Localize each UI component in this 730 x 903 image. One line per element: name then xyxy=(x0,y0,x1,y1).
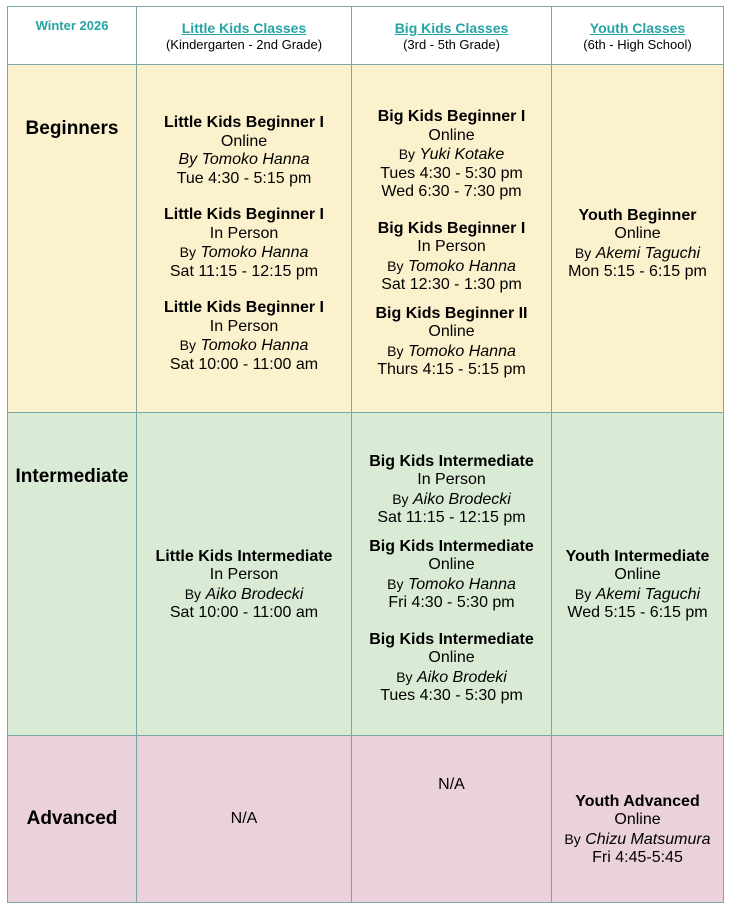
class-entry xyxy=(352,305,551,380)
intermediate-youth-cell xyxy=(552,413,724,736)
class-mode: In Person xyxy=(209,317,279,335)
by-label: By xyxy=(396,668,413,685)
class-time: Thurs 4:15 - 5:15 pm xyxy=(377,361,526,379)
class-time: Wed 5:15 - 6:15 pm xyxy=(567,604,708,621)
beginners-big-kids-cell xyxy=(352,65,552,413)
class-mode: In Person xyxy=(209,566,279,583)
teacher-name: Aiko Brodecki xyxy=(412,490,511,508)
by-label: By xyxy=(392,490,409,507)
class-time: Tues 4:30 - 5:30 pm xyxy=(380,687,523,704)
level-label-intermediate: Intermediate xyxy=(8,413,137,736)
teacher-name: Aiko Brodecki xyxy=(205,585,304,603)
class-mode: Online xyxy=(614,811,661,828)
class-mode: Online xyxy=(428,126,475,144)
class-time: Fri 4:45-5:45 xyxy=(592,849,683,866)
youth-link[interactable]: Youth Classes xyxy=(589,19,686,36)
season-label: Winter 2026 xyxy=(35,18,109,33)
class-entry xyxy=(352,631,551,706)
teacher-name: Tomoko Hanna xyxy=(407,575,516,593)
class-time: Sat 11:15 - 12:15 pm xyxy=(169,262,319,280)
class-mode: In Person xyxy=(417,471,486,488)
teacher-name: Yuki Kotake xyxy=(419,146,505,164)
advanced-youth-cell xyxy=(552,736,724,903)
teacher-name: Tomoko Hanna xyxy=(200,337,309,354)
class-schedule-table xyxy=(7,6,724,903)
class-name: Little Kids Beginner I xyxy=(163,206,324,223)
class-name: Big Kids Beginner II xyxy=(375,304,528,322)
class-name: Youth Beginner xyxy=(578,206,697,224)
advanced-row xyxy=(8,736,724,903)
class-entry xyxy=(137,548,351,623)
youth-grades: (6th - High School) xyxy=(583,36,692,52)
class-name: Little Kids Beginner I xyxy=(163,114,324,131)
class-entry xyxy=(137,114,351,188)
class-name: Big Kids Beginner I xyxy=(377,219,526,237)
class-name: Little Kids Beginner I xyxy=(163,299,324,316)
class-mode: Online xyxy=(220,132,268,150)
by-label: By xyxy=(387,575,404,592)
class-time: Wed 6:30 - 7:30 pm xyxy=(381,183,522,201)
class-time: Mon 5:15 - 6:15 pm xyxy=(568,263,707,280)
not-available-text: N/A xyxy=(230,810,258,827)
class-time: Sat 10:00 - 11:00 am xyxy=(169,355,319,373)
by-label: By xyxy=(564,830,581,847)
by-label: By xyxy=(179,337,196,353)
big-kids-link[interactable]: Big Kids Classes xyxy=(394,19,509,36)
class-name: Youth Intermediate xyxy=(565,547,710,565)
class-mode: Online xyxy=(614,566,661,583)
class-mode: Online xyxy=(428,556,475,573)
by-label: By xyxy=(574,585,592,602)
class-time: Sat 10:00 - 11:00 am xyxy=(169,604,319,621)
advanced-little-kids-cell xyxy=(137,736,352,903)
intermediate-little-kids-cell xyxy=(137,413,352,736)
class-mode: In Person xyxy=(209,224,279,242)
header-little-kids xyxy=(137,7,352,65)
class-time: Fri 4:30 - 5:30 pm xyxy=(388,594,515,611)
class-entry xyxy=(352,538,551,613)
class-mode: Online xyxy=(614,225,661,242)
class-entry xyxy=(352,220,551,295)
class-time: Tues 4:30 - 5:30 pm xyxy=(380,164,523,182)
class-entry xyxy=(552,793,723,868)
by-label: By xyxy=(574,244,592,261)
class-name: Big Kids Intermediate xyxy=(369,630,534,648)
class-name: Big Kids Intermediate xyxy=(369,452,534,470)
teacher-name: Tomoko Hanna xyxy=(200,244,309,261)
class-time: Sat 11:15 - 12:15 pm xyxy=(377,509,526,526)
not-available-text: N/A xyxy=(438,776,465,793)
header-big-kids xyxy=(352,7,552,65)
teacher-name: Tomoko Hanna xyxy=(201,151,310,168)
by-label: By xyxy=(178,151,198,168)
teacher-name: Tomoko Hanna xyxy=(407,257,516,275)
teacher-name: Tomoko Hanna xyxy=(407,342,516,360)
header-row xyxy=(8,7,724,65)
class-entry xyxy=(137,299,351,374)
beginners-youth-cell xyxy=(552,65,724,413)
class-entry xyxy=(352,108,551,202)
class-name: Big Kids Beginner I xyxy=(377,108,526,126)
intermediate-big-kids-cell xyxy=(352,413,552,736)
big-kids-grades: (3rd - 5th Grade) xyxy=(403,36,500,52)
beginners-little-kids-cell xyxy=(137,65,352,413)
by-label: By xyxy=(387,257,404,274)
by-label: By xyxy=(387,342,404,359)
teacher-name: Chizu Matsumura xyxy=(585,830,711,848)
teacher-name: Akemi Taguchi xyxy=(595,244,701,262)
level-label-advanced: Advanced xyxy=(8,736,137,903)
by-label: By xyxy=(184,585,202,602)
class-entry xyxy=(352,453,551,528)
intermediate-row xyxy=(8,413,724,736)
beginners-row xyxy=(8,65,724,413)
class-mode: Online xyxy=(428,649,475,666)
teacher-name: Akemi Taguchi xyxy=(595,585,701,603)
header-youth xyxy=(552,7,724,65)
little-kids-grades: (Kindergarten - 2nd Grade) xyxy=(165,36,323,52)
class-entry xyxy=(552,548,723,623)
class-time: Sat 12:30 - 1:30 pm xyxy=(381,276,522,294)
class-name: Youth Advanced xyxy=(575,792,700,810)
little-kids-link[interactable]: Little Kids Classes xyxy=(181,19,307,36)
class-entry xyxy=(137,206,351,281)
class-entry xyxy=(552,207,723,282)
class-time: Tue 4:30 - 5:15 pm xyxy=(176,169,312,187)
class-mode: In Person xyxy=(417,238,486,256)
advanced-big-kids-cell xyxy=(352,736,552,903)
level-label-beginners: Beginners xyxy=(8,65,137,413)
by-label: By xyxy=(179,244,196,260)
class-name: Big Kids Intermediate xyxy=(369,537,534,555)
by-label: By xyxy=(398,146,416,163)
class-mode: Online xyxy=(428,323,475,341)
season-cell xyxy=(8,7,137,65)
class-name: Little Kids Intermediate xyxy=(155,547,333,565)
teacher-name: Aiko Brodeki xyxy=(416,668,507,686)
